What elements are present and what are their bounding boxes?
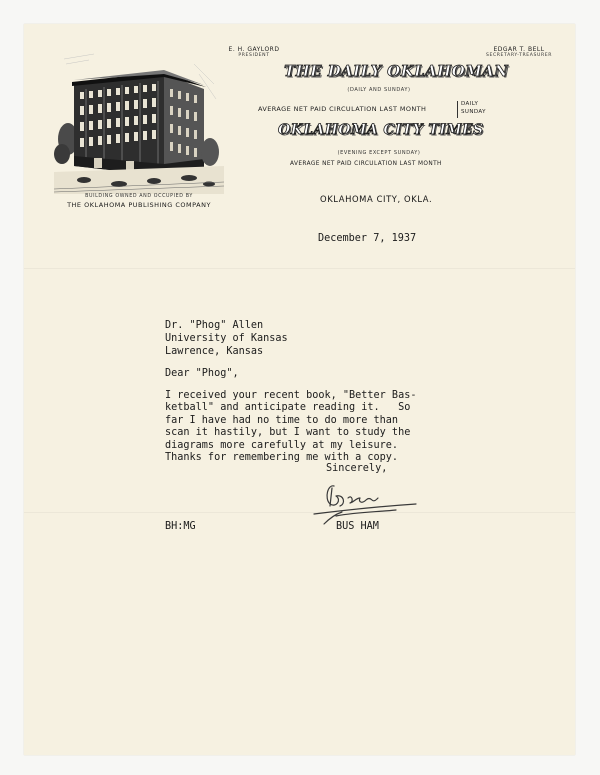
oklahoma-city-times-edition: (EVENING EXCEPT SUNDAY) (337, 150, 421, 156)
letter-page (24, 24, 575, 755)
daily-oklahoman-circulation: AVERAGE NET PAID CIRCULATION LAST MONTH (258, 105, 427, 113)
recipient-name: Dr. "Phog" Allen (165, 320, 264, 331)
typist-initials: BH:MG (165, 521, 196, 532)
city-line: OKLAHOMA CITY, OKLA. (320, 194, 433, 204)
letter-date: December 7, 1937 (318, 233, 417, 244)
building-caption-line2: THE OKLAHOMA PUBLISHING COMPANY (67, 201, 211, 209)
daily-oklahoman-masthead: THE DAILY OKLAHOMAN (284, 62, 509, 80)
body-line: far I have had no time to do more than (165, 414, 399, 426)
body-line: Thanks for remembering me with a copy. (165, 452, 399, 464)
body-line: diagrams more carefully at my leisure. (165, 439, 399, 451)
body-line: I received your recent book, "Better Bas- (165, 390, 417, 401)
circulation-bracket (457, 101, 458, 118)
circulation-sunday-label: SUNDAY (461, 109, 486, 115)
recipient-city: Lawrence, Kansas (165, 346, 264, 357)
oklahoma-city-times-circulation: AVERAGE NET PAID CIRCULATION LAST MONTH (290, 161, 442, 167)
building-illustration (54, 44, 224, 194)
letter-body (165, 390, 416, 464)
daily-oklahoman-edition: (DAILY AND SUNDAY) (347, 87, 411, 93)
president-title: PRESIDENT (238, 53, 270, 58)
closing: Sincerely, (326, 463, 388, 474)
body-line: scan it hastily, but I want to study the (165, 427, 411, 439)
signer-name: BUS HAM (336, 521, 379, 532)
recipient-institution: University of Kansas (165, 333, 288, 344)
fold-line (24, 268, 575, 269)
president-name: E. H. GAYLORD (228, 46, 280, 53)
body-line: ketball" and anticipate reading it. So (165, 402, 411, 414)
building-caption-line1: BUILDING OWNED AND OCCUPIED BY (85, 194, 193, 199)
oklahoma-city-times-masthead: OKLAHOMA CITY TIMES (278, 122, 484, 138)
salutation: Dear "Phog", (165, 368, 239, 379)
secretary-name: EDGAR T. BELL (493, 46, 545, 53)
fold-line (24, 512, 575, 513)
secretary-title: SECRETARY-TREASURER (485, 53, 553, 58)
circulation-daily-label: DAILY (461, 101, 479, 107)
